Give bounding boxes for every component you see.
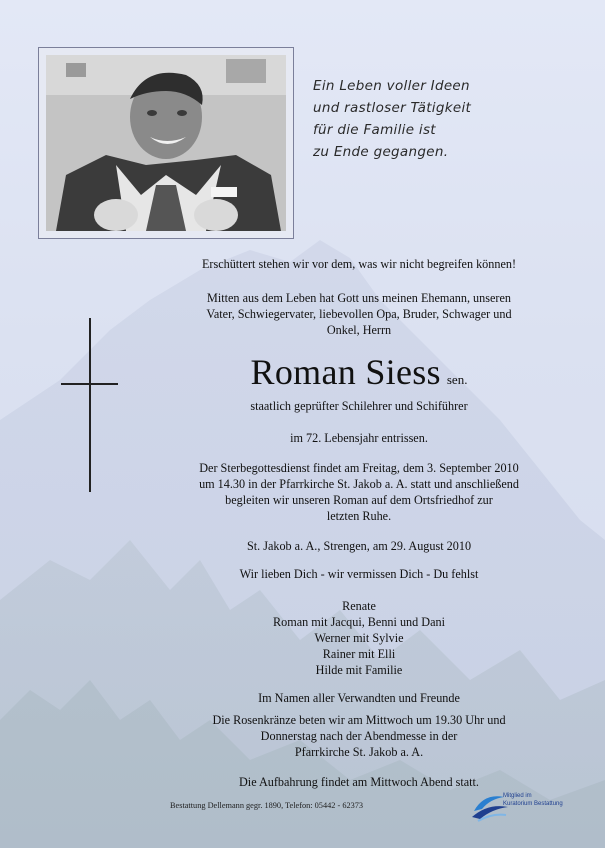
deceased-name: Roman Siess <box>250 352 441 392</box>
rosary-line: Donnerstag nach der Abendmesse in der <box>260 729 458 743</box>
taken-line: Mitten aus dem Leben hat Gott uns meinen Ehemann, unseren <box>207 291 511 305</box>
badge-line: Mitglied im <box>503 793 532 799</box>
profession-line: staatlich geprüfter Schilehrer und Schiführer <box>250 399 468 413</box>
service-line: um 14.30 in der Pfarrkirche St. Jakob a. A. statt und anschließend <box>199 477 519 491</box>
quote-line: Ein Leben voller Ideen <box>313 78 470 94</box>
intro-line: Erschüttert stehen wir vor dem, was wir nicht begreifen können! <box>201 257 517 271</box>
quote-line: zu Ende gegangen. <box>313 144 449 160</box>
undertaker-footer: Bestattung Dellemann gegr. 1890, Telefon: 05442 - 62373 <box>170 801 364 810</box>
place-date-line: St. Jakob a. A., Strengen, am 29. August 2010 <box>246 539 472 553</box>
family-member: Roman mit Jacqui, Benni und Dani <box>273 615 445 629</box>
portrait-photo <box>46 55 286 231</box>
quote-line: und rastloser Tätigkeit <box>313 100 472 116</box>
portrait-illustration <box>46 55 286 231</box>
family-member: Renate <box>342 599 376 613</box>
memorial-quote <box>313 75 598 163</box>
relatives-line: Im Namen aller Verwandten und Freunde <box>258 691 460 705</box>
badge-line: Kuratorium Bestattung <box>503 800 563 807</box>
service-line: begleiten wir unseren Roman auf dem Ortsfriedhof zur <box>225 493 493 507</box>
family-member: Werner mit Sylvie <box>314 631 404 645</box>
taken-line: Vater, Schwiegervater, liebevollen Opa, Bruder, Schwager und <box>206 307 512 321</box>
rosary-line: Pfarrkirche St. Jakob a. A. <box>294 745 424 759</box>
service-line: Der Sterbegottesdienst findet am Freitag, dem 3. September 2010 <box>199 461 519 475</box>
cross-icon-vertical <box>89 318 91 492</box>
rosary-line: Die Rosenkränze beten wir am Mittwoch um 19.30 Uhr und <box>212 713 506 727</box>
family-member: Rainer mit Elli <box>322 647 396 661</box>
name-suffix: sen. <box>446 372 468 387</box>
badge-text <box>503 793 563 808</box>
deceased-name-line <box>163 351 555 393</box>
farewell-line: Wir lieben Dich - wir vermissen Dich - Du fehlst <box>239 567 479 581</box>
service-line: letzten Ruhe. <box>326 509 392 523</box>
family-member: Hilde mit Familie <box>315 663 403 677</box>
portrait-frame <box>38 47 294 239</box>
viewing-line: Die Aufbahrung findet am Mittwoch Abend statt. <box>239 775 479 789</box>
quote-line: für die Familie ist <box>313 122 436 138</box>
kuratorium-badge <box>470 789 568 825</box>
cross-icon-horizontal <box>61 383 118 385</box>
age-line: im 72. Lebensjahr entrissen. <box>290 431 428 445</box>
taken-line: Onkel, Herrn <box>326 323 392 337</box>
